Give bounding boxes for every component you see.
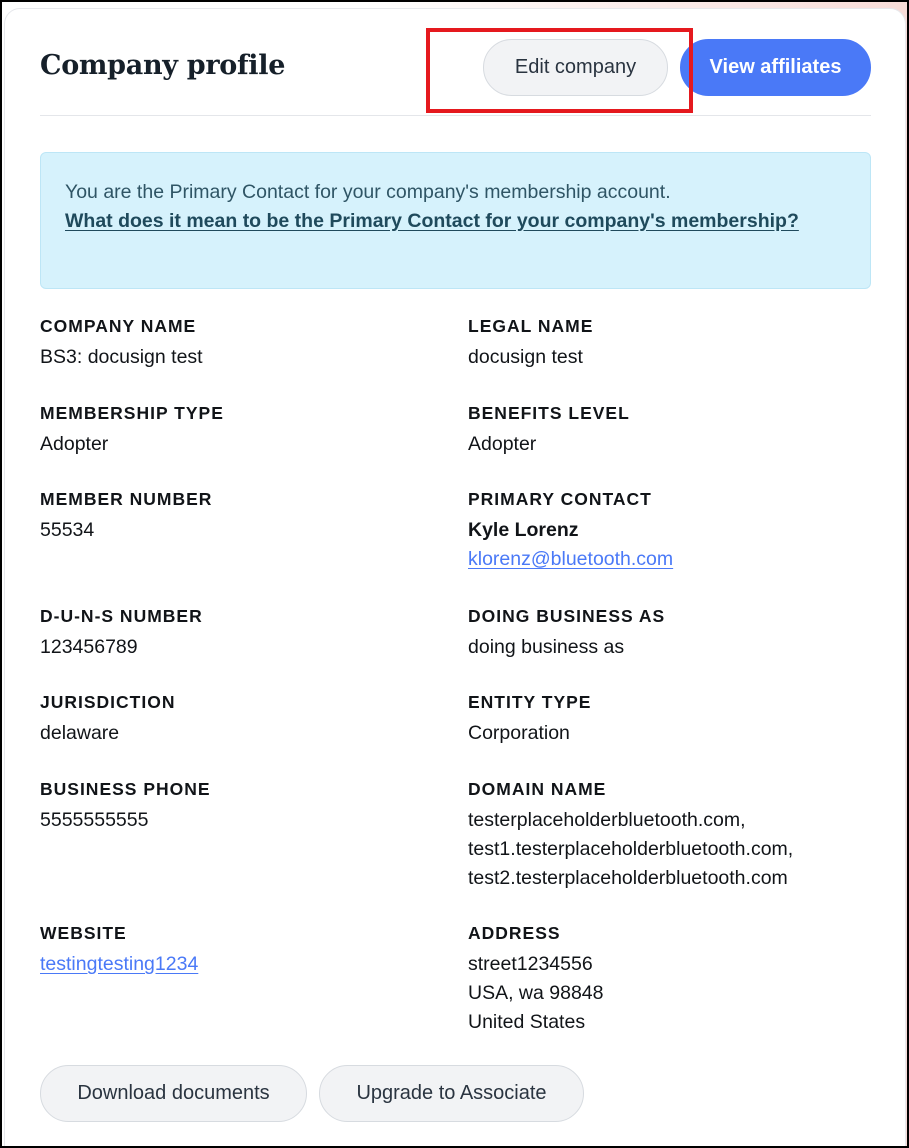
- field-primary-contact: [468, 487, 868, 574]
- field-duns-number: [40, 604, 440, 662]
- header-divider: [40, 115, 871, 116]
- field-value: docusign test: [468, 346, 583, 368]
- address-line: USA, wa 98848: [468, 982, 604, 1004]
- field-jurisdiction: [40, 690, 440, 748]
- field-value: Adopter: [468, 433, 537, 455]
- field-label: MEMBERSHIP TYPE: [40, 403, 224, 423]
- address-line: street1234556: [468, 953, 593, 975]
- field-value: Adopter: [40, 433, 109, 455]
- address-lines: [468, 950, 868, 1037]
- website-link[interactable]: testingtesting1234: [40, 953, 199, 975]
- field-doing-business-as: [468, 604, 868, 662]
- field-value: BS3: docusign test: [40, 346, 203, 368]
- primary-contact-email-link[interactable]: klorenz@bluetooth.com: [468, 548, 674, 570]
- field-label: DOMAIN NAME: [468, 779, 607, 799]
- field-member-number: [40, 487, 440, 545]
- view-affiliates-button[interactable]: View affiliates: [680, 39, 871, 96]
- field-value: 123456789: [40, 636, 138, 658]
- address-line: United States: [468, 1011, 586, 1033]
- field-value: doing business as: [468, 636, 625, 658]
- field-value: Corporation: [468, 722, 570, 744]
- field-value: delaware: [40, 722, 120, 744]
- field-label: LEGAL NAME: [468, 316, 594, 336]
- field-label: BENEFITS LEVEL: [468, 403, 630, 423]
- field-company-name: [40, 314, 440, 372]
- field-label: PRIMARY CONTACT: [468, 489, 652, 509]
- field-label: WEBSITE: [40, 923, 127, 943]
- edit-company-button[interactable]: Edit company: [483, 39, 668, 96]
- field-label: COMPANY NAME: [40, 316, 197, 336]
- field-membership-type: [40, 401, 440, 459]
- field-label: MEMBER NUMBER: [40, 489, 213, 509]
- field-entity-type: [468, 690, 868, 748]
- field-label: JURISDICTION: [40, 692, 176, 712]
- field-label: D-U-N-S NUMBER: [40, 606, 203, 626]
- field-label: DOING BUSINESS AS: [468, 606, 666, 626]
- field-value: 5555555555: [40, 809, 149, 831]
- field-label: ADDRESS: [468, 923, 561, 943]
- field-address: [468, 921, 868, 1037]
- field-value: 55534: [40, 519, 95, 541]
- domain-name-line: test2.testerplaceholderbluetooth.com: [468, 867, 788, 889]
- banner-text: You are the Primary Contact for your company's membership account.: [65, 181, 671, 203]
- download-documents-button[interactable]: Download documents: [40, 1065, 307, 1122]
- page-title: Company profile: [40, 50, 286, 81]
- primary-contact-banner: [40, 152, 871, 289]
- field-business-phone: [40, 777, 440, 835]
- field-label: ENTITY TYPE: [468, 692, 592, 712]
- primary-contact-info-link[interactable]: What does it mean to be the Primary Contact for your company's membership?: [65, 210, 799, 232]
- field-legal-name: [468, 314, 868, 372]
- primary-contact-name: Kyle Lorenz: [468, 519, 579, 541]
- upgrade-to-associate-button[interactable]: Upgrade to Associate: [319, 1065, 584, 1122]
- field-label: BUSINESS PHONE: [40, 779, 211, 799]
- field-benefits-level: [468, 401, 868, 459]
- domain-name-line: test1.testerplaceholderbluetooth.com,: [468, 838, 794, 860]
- field-domain-name: [468, 777, 868, 893]
- domain-name-list: [468, 806, 868, 893]
- field-website: [40, 921, 440, 979]
- domain-name-line: testerplaceholderbluetooth.com,: [468, 809, 746, 831]
